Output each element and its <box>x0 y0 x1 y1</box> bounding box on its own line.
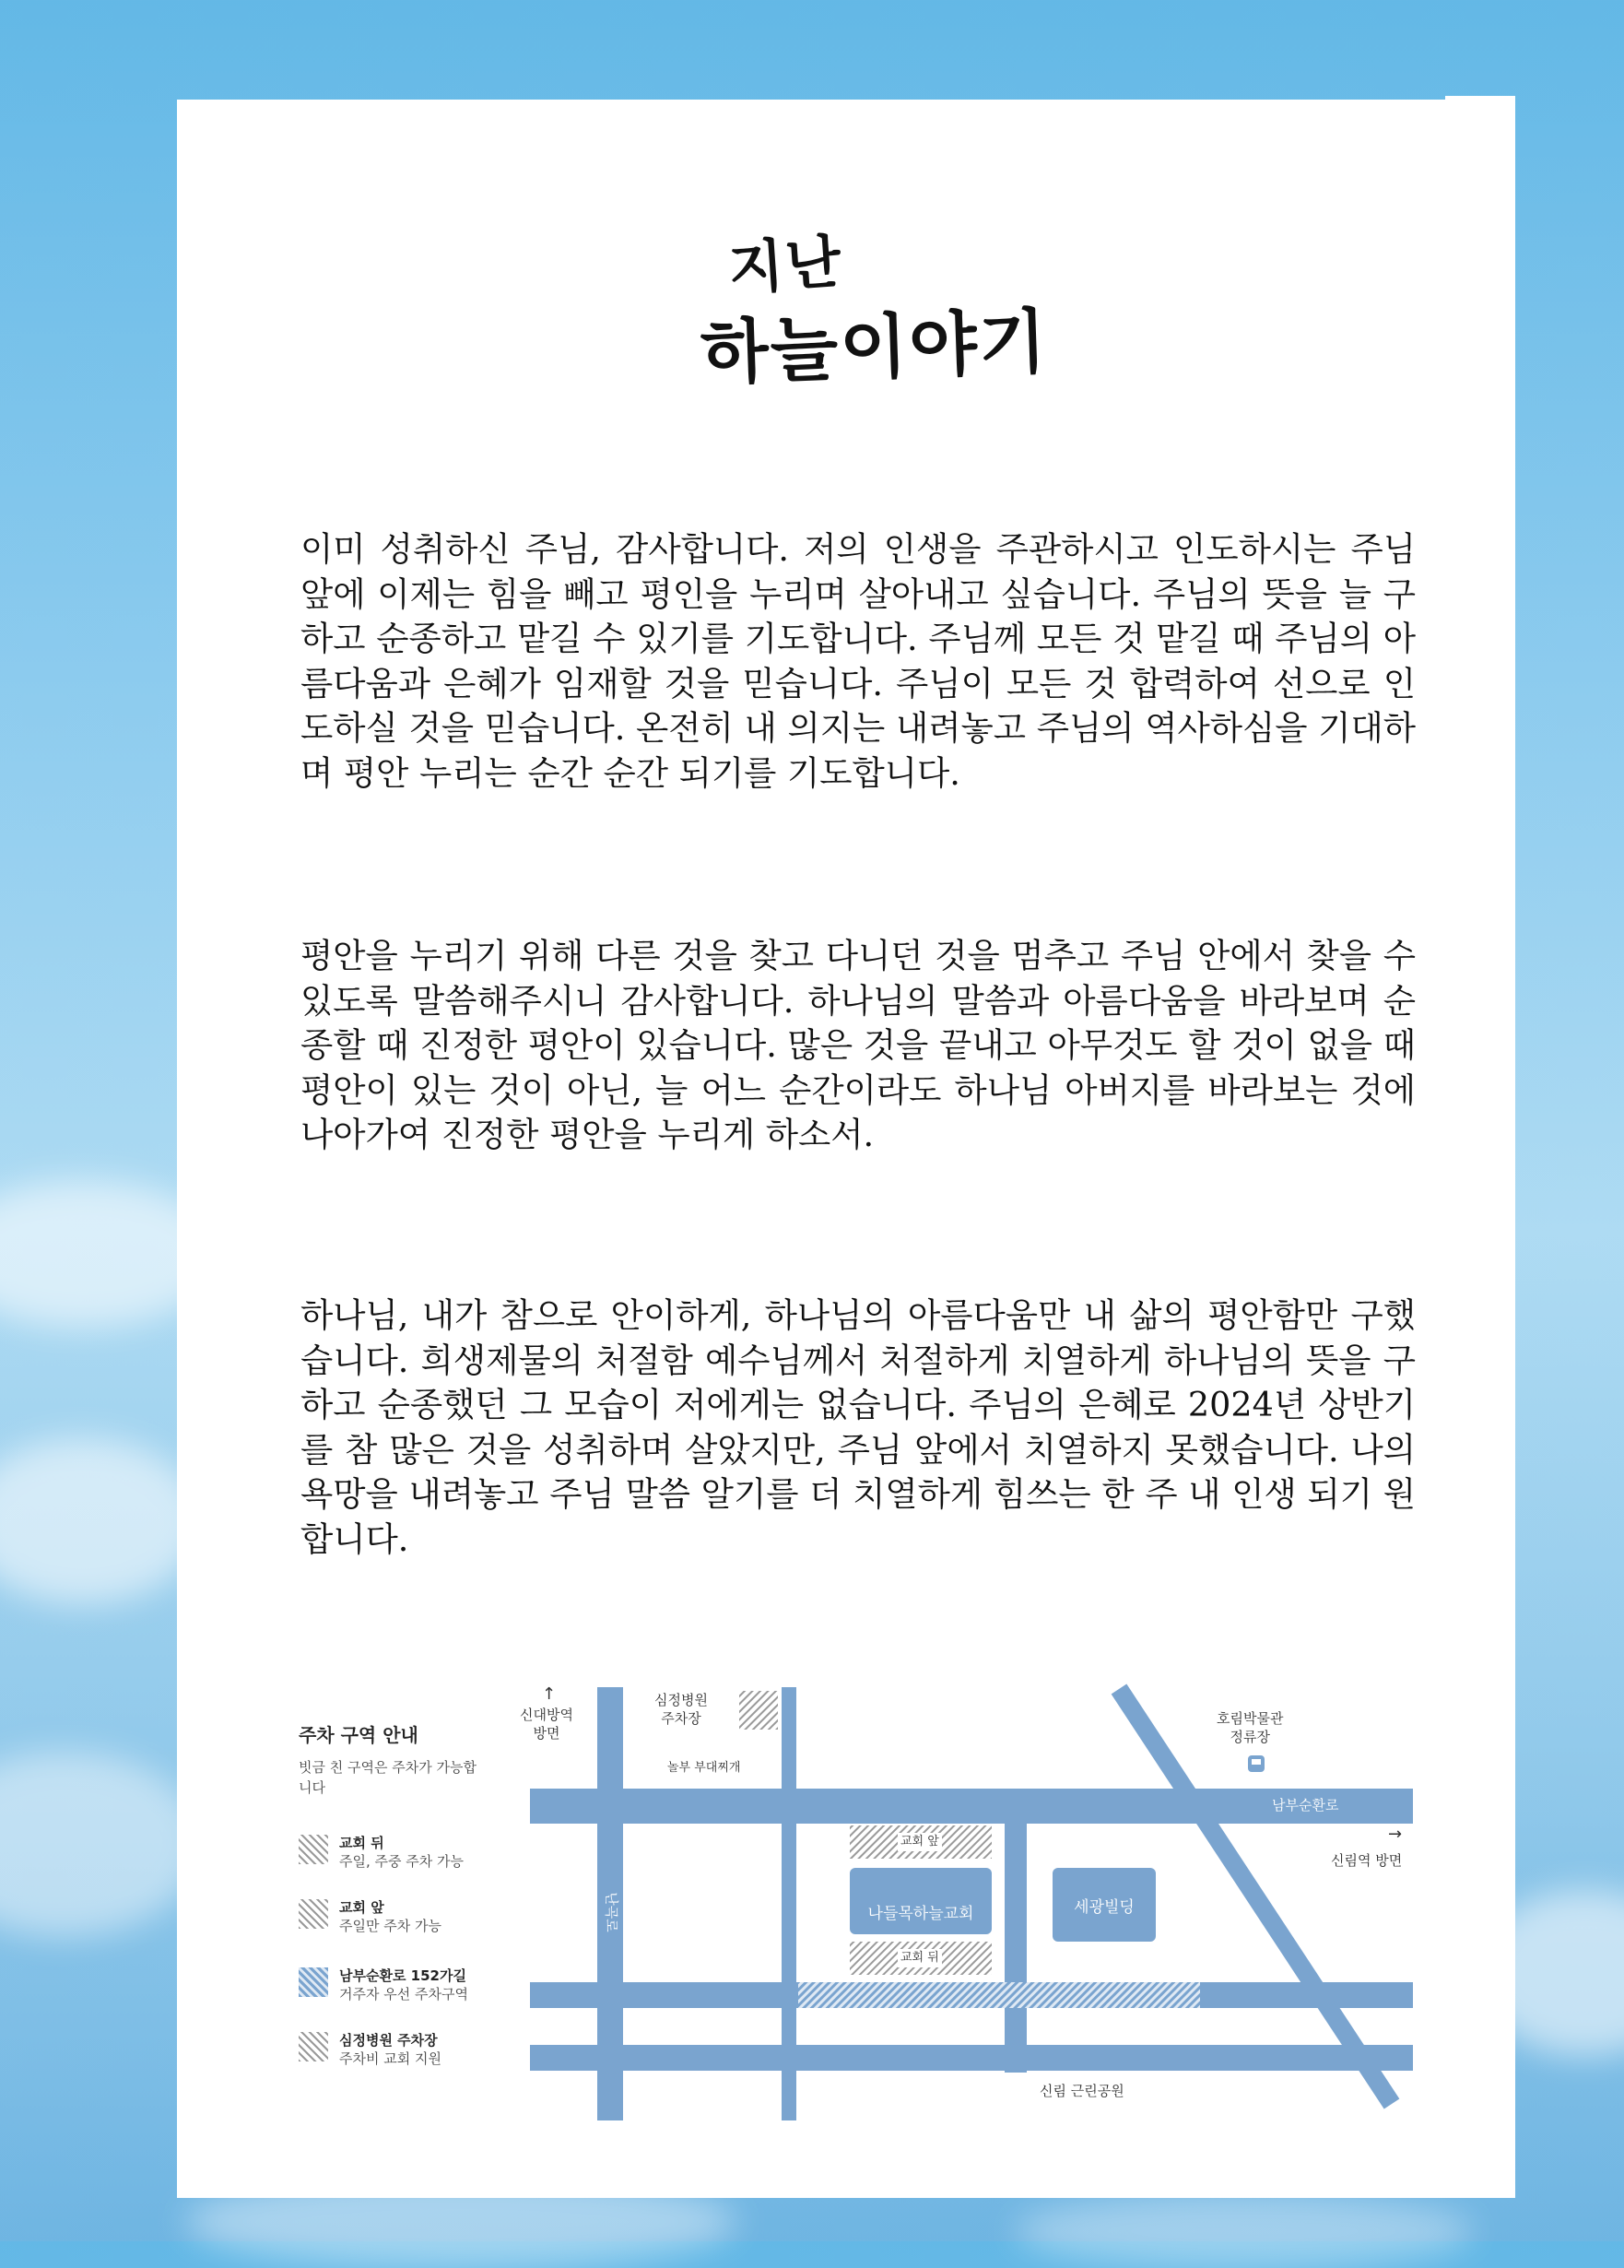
legend-item-desc: 주일, 주중 주차 가능 <box>339 1853 464 1870</box>
legend-item-name: 남부순환로 152가길 <box>339 1967 466 1984</box>
prayer-paragraph-1: 이미 성취하신 주님, 감사합니다. 저의 인생을 주관하시고 인도하시는 주님 앞에 이제는 힘을 빼고 평인을 누리며 살아내고 싶습니다. 주님의 뜻을 늘 구하고 순종하고 맡길 수 있기를 기도합니다. 주님께 모든 것 맡길 때 주님의 아름다움과 은혜가 임재할 것을 믿습니다. 주님이 모든 것 합력하여 선으로 인도하실 것을 믿습니다. 온전히 내 의지는 내려놓고 주님의 역사하심을 기대하며 평안 누리는 순간 순간 되기를 기도합니다. <box>300 529 1416 793</box>
parking-map <box>295 1678 1419 2120</box>
label-sindaebang: 신대방역 방면 <box>520 1707 573 1742</box>
hatch-simjeong <box>739 1691 778 1730</box>
calligraphy-logo <box>699 203 1050 415</box>
legend-item-desc: 주차비 교회 지원 <box>339 2050 441 2067</box>
cloud <box>1014 2194 1475 2268</box>
east-arrow-icon: → <box>1388 1825 1403 1844</box>
label-church-front: 교회 앞 <box>898 1833 942 1851</box>
legend-item-name: 교회 뒤 <box>339 1835 384 1851</box>
legend-item-desc: 주일만 주차 가능 <box>339 1918 441 1934</box>
road-church-side <box>1005 1824 1027 2073</box>
church-building: 나들목하늘교회 <box>850 1868 992 1934</box>
label-horim: 호림박물관 정류장 <box>1217 1710 1284 1745</box>
road-alley <box>782 1687 796 2120</box>
label-simjeong: 심정병원 주차장 <box>654 1692 708 1727</box>
label-nolbu: 놀부 부대찌개 <box>667 1761 741 1775</box>
legend-subtitle: 빗금 친 구역은 주차가 가능합니다 <box>299 1759 477 1796</box>
hatch-152 <box>798 1982 1200 2008</box>
road-south <box>530 2045 1413 2071</box>
prayer-paragraph-2: 평안을 누리기 위해 다른 것을 찾고 다니던 것을 멈추고 주님 안에서 찾을 수 있도록 말씀해주시니 감사합니다. 하나님의 말씀과 아름다움을 바라보며 순종할 때 진정한 평안이 있습니다. 많은 것을 끝내고 아무것도 할 것이 없을 때 평안이 있는 것이 아닌, 늘 어느 순간이라도 하나님 아버지를 바라보는 것에 나아가여 진정한 평안을 누리게 하소서. <box>300 936 1416 1154</box>
label-nambu: 남부순환로 <box>1272 1797 1339 1813</box>
label-park: 신림 근린공원 <box>1040 2083 1124 2099</box>
logo-line-1: 지난 <box>725 227 845 303</box>
paper-edge <box>1445 96 1515 101</box>
legend-title: 주차 구역 안내 <box>299 1724 418 1746</box>
legend-item-name: 교회 앞 <box>339 1899 384 1916</box>
legend-item-desc: 거주자 우선 주차구역 <box>339 1986 468 2002</box>
label-sillim-station: 신림역 방면 <box>1331 1852 1403 1869</box>
road-diagonal <box>1119 1689 1392 2104</box>
logo-line-2: 하늘이야기 <box>699 300 1050 395</box>
north-arrow-icon: ↑ <box>542 1684 557 1704</box>
label-nangok: 난곡로 <box>603 1892 620 1932</box>
label-church-back: 교회 뒤 <box>898 1949 942 1967</box>
segwang-building: 세광빌딩 <box>1053 1868 1156 1942</box>
cloud <box>0 1752 203 1936</box>
cloud <box>0 1438 203 1604</box>
legend-item-name: 심정병원 주차장 <box>339 2032 438 2049</box>
prayer-paragraph-3: 하나님, 내가 참으로 안이하게, 하나님의 아름다움만 내 삶의 평안함만 구했습니다. 희생제물의 처절함 예수님께서 처절하게 치열하게 하나님의 뜻을 구하고 순종했던 그 모습이 저에게는 없습니다. 주님의 은혜로 2024년 상반기를 참 많은 것을 성취하며 살았지만, 주님 앞에서 치열하지 못했습니다. 나의 욕망을 내려놓고 주님 말씀 알기를 더 치열하게 힘쓰는 한 주 내 인생 되기 원합니다. <box>300 1295 1416 1559</box>
